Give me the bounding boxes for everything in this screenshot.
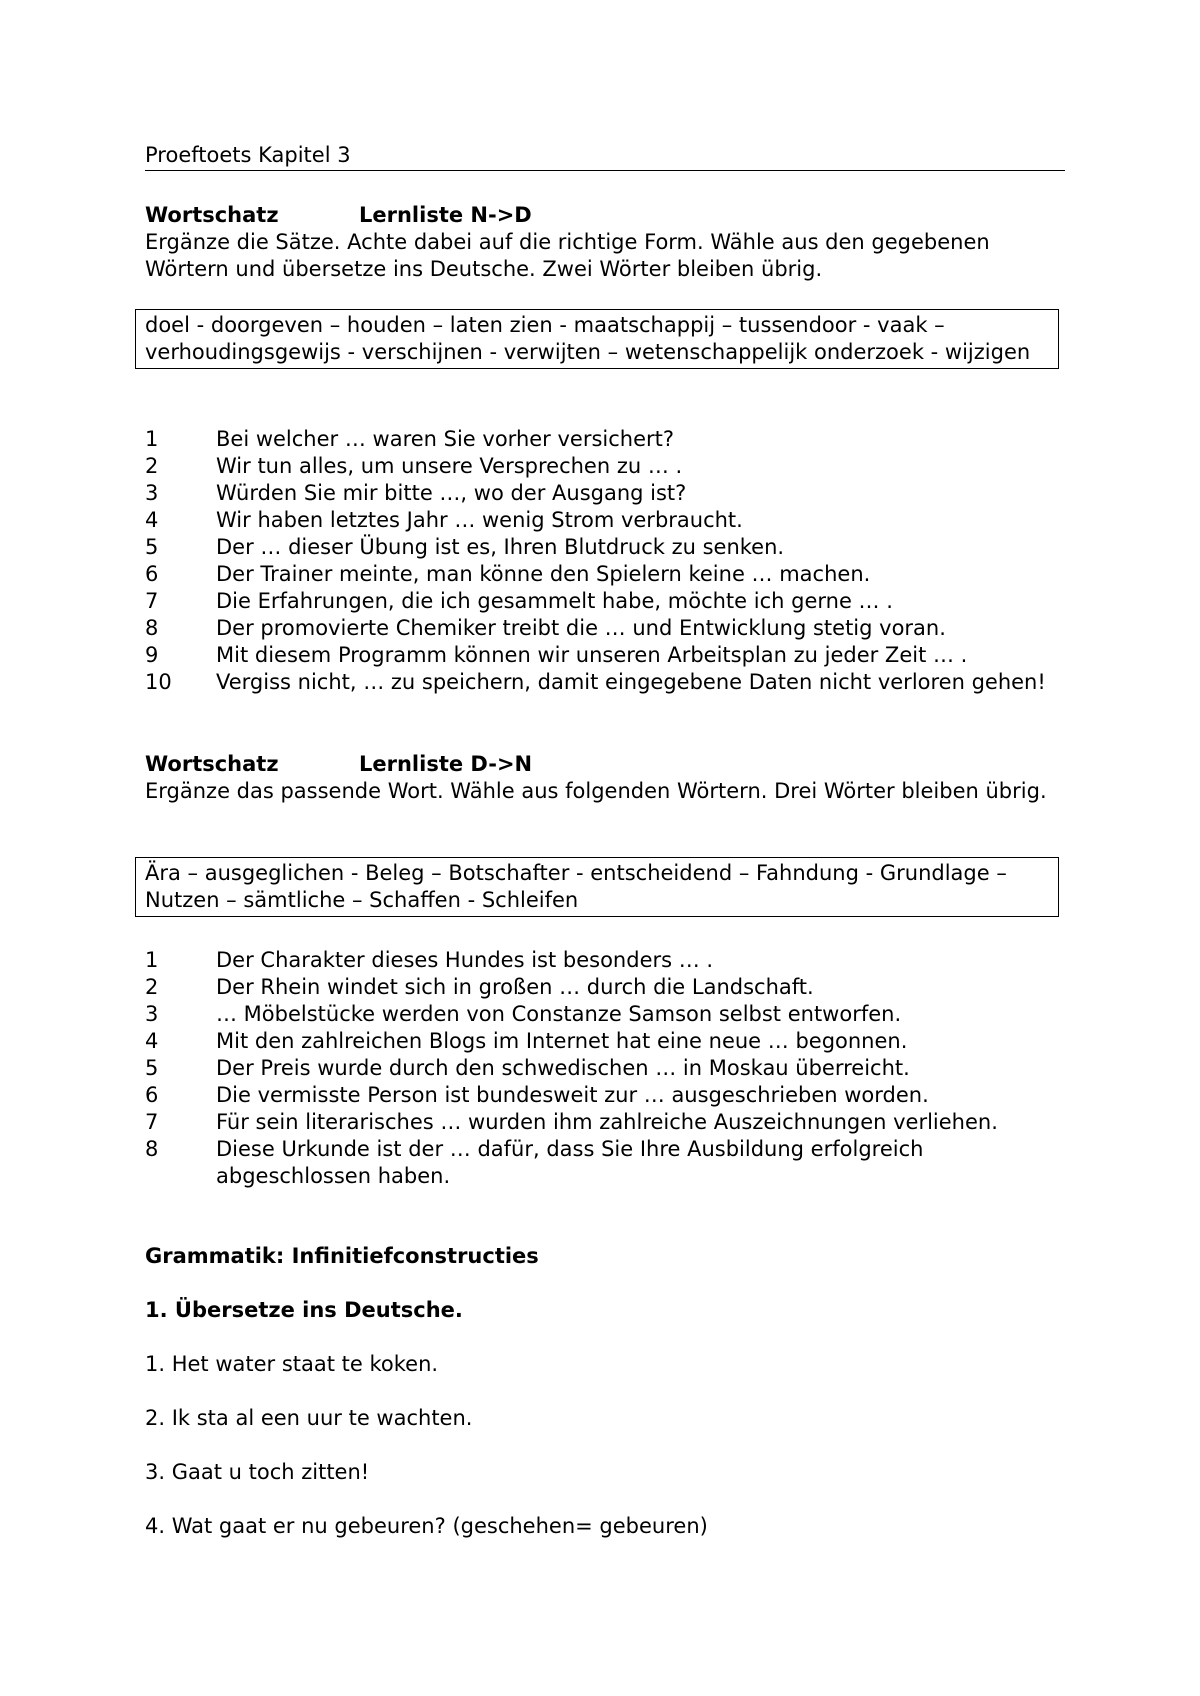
item-number: 6 [145, 1083, 159, 1107]
item-number: 6 [145, 562, 159, 586]
list-item [145, 561, 1065, 588]
grammar-sentence: 3. Gaat u toch zitten! [145, 1460, 370, 1484]
item-text: Die Erfahrungen, die ich gesammelt habe, möchte ich gerne … . [216, 589, 893, 613]
section2-subheading: Lernliste D->N [359, 752, 533, 776]
section2-question-list [145, 947, 1065, 1190]
item-number: 4 [145, 1029, 159, 1053]
item-number: 4 [145, 508, 159, 532]
list-item [145, 426, 1065, 453]
grammar-sentence: 4. Wat gaat er nu gebeuren? (geschehen= gebeuren) [145, 1514, 708, 1538]
section1-subheading: Lernliste N->D [359, 203, 532, 227]
item-number: 9 [145, 643, 159, 667]
list-item [145, 1109, 1065, 1136]
list-item [145, 480, 1065, 507]
item-number: 8 [145, 1137, 159, 1161]
page-title: Proeftoets Kapitel 3 [145, 142, 1065, 171]
section1-wordbox: doel - doorgeven – houden – laten zien - maatschappij – tussendoor - vaak – verhoudingsgewijs - verschijnen - verwijten – wetenschappelijk onderzoek - wijzigen [135, 309, 1059, 369]
item-number: 7 [145, 589, 159, 613]
item-text: Wir haben letztes Jahr … wenig Strom verbraucht. [216, 508, 743, 532]
item-text: … Möbelstücke werden von Constanze Samson selbst entworfen. [216, 1002, 902, 1026]
list-item [145, 974, 1065, 1001]
list-item [145, 588, 1065, 615]
list-item [145, 1082, 1065, 1109]
section1-question-list [145, 426, 1065, 696]
list-item [145, 534, 1065, 561]
item-text: Der Rhein windet sich in großen … durch die Landschaft. [216, 975, 814, 999]
item-text: Der … dieser Übung ist es, Ihren Blutdruck zu senken. [216, 535, 785, 559]
item-number: 1 [145, 427, 159, 451]
grammar-sentence: 2. Ik sta al een uur te wachten. [145, 1406, 473, 1430]
grammar-heading: Grammatik: Infinitiefconstructies [145, 1244, 539, 1268]
section1-heading [145, 202, 532, 229]
item-text: Bei welcher … waren Sie vorher versichert? [216, 427, 675, 451]
item-text: Der Trainer meinte, man könne den Spielern keine … machen. [216, 562, 871, 586]
item-number: 3 [145, 481, 159, 505]
section1-heading-label: Wortschatz [145, 203, 279, 227]
item-number: 2 [145, 454, 159, 478]
item-number: 2 [145, 975, 159, 999]
item-text: Mit den zahlreichen Blogs im Internet hat eine neue … begonnen. [216, 1029, 908, 1053]
list-item [145, 453, 1065, 480]
item-number: 10 [145, 670, 172, 694]
list-item [145, 947, 1065, 974]
grammar-task: 1. Übersetze ins Deutsche. [145, 1298, 463, 1322]
section2-heading [145, 751, 533, 778]
section2-heading-label: Wortschatz [145, 752, 279, 776]
list-item [145, 669, 1065, 696]
list-item [145, 1028, 1065, 1055]
list-item [145, 642, 1065, 669]
item-text: Vergiss nicht, … zu speichern, damit eingegebene Daten nicht verloren gehen! [216, 670, 1046, 694]
item-text: Für sein literarisches … wurden ihm zahlreiche Auszeichnungen verliehen. [216, 1110, 998, 1134]
list-item [145, 615, 1065, 642]
section2-instruction: Ergänze das passende Wort. Wähle aus folgenden Wörtern. Drei Wörter bleiben übrig. [145, 779, 1047, 803]
item-number: 1 [145, 948, 159, 972]
list-item [145, 1001, 1065, 1028]
item-number: 5 [145, 1056, 159, 1080]
item-text: Diese Urkunde ist der … dafür, dass Sie Ihre Ausbildung erfolgreich abgeschlossen haben. [216, 1137, 924, 1188]
item-number: 3 [145, 1002, 159, 1026]
section1-instruction: Ergänze die Sätze. Achte dabei auf die richtige Form. Wähle aus den gegebenen Wörtern und übersetze ins Deutsche. Zwei Wörter bleiben übrig. [145, 230, 990, 281]
item-text: Mit diesem Programm können wir unseren Arbeitsplan zu jeder Zeit … . [216, 643, 968, 667]
item-text: Die vermisste Person ist bundesweit zur … ausgeschrieben worden. [216, 1083, 929, 1107]
item-text: Der promovierte Chemiker treibt die … und Entwicklung stetig voran. [216, 616, 946, 640]
item-text: Der Charakter dieses Hundes ist besonders … . [216, 948, 714, 972]
item-number: 5 [145, 535, 159, 559]
item-number: 7 [145, 1110, 159, 1134]
item-number: 8 [145, 616, 159, 640]
list-item [145, 1136, 1065, 1190]
section2-wordbox: Ära – ausgeglichen - Beleg – Botschafter - entscheidend – Fahndung - Grundlage – Nutzen – sämtliche – Schaffen - Schleifen [135, 857, 1059, 917]
list-item [145, 1055, 1065, 1082]
item-text: Der Preis wurde durch den schwedischen … in Moskau überreicht. [216, 1056, 910, 1080]
item-text: Würden Sie mir bitte …, wo der Ausgang ist? [216, 481, 687, 505]
grammar-sentence: 1. Het water staat te koken. [145, 1352, 439, 1376]
item-text: Wir tun alles, um unsere Versprechen zu … . [216, 454, 683, 478]
list-item [145, 507, 1065, 534]
